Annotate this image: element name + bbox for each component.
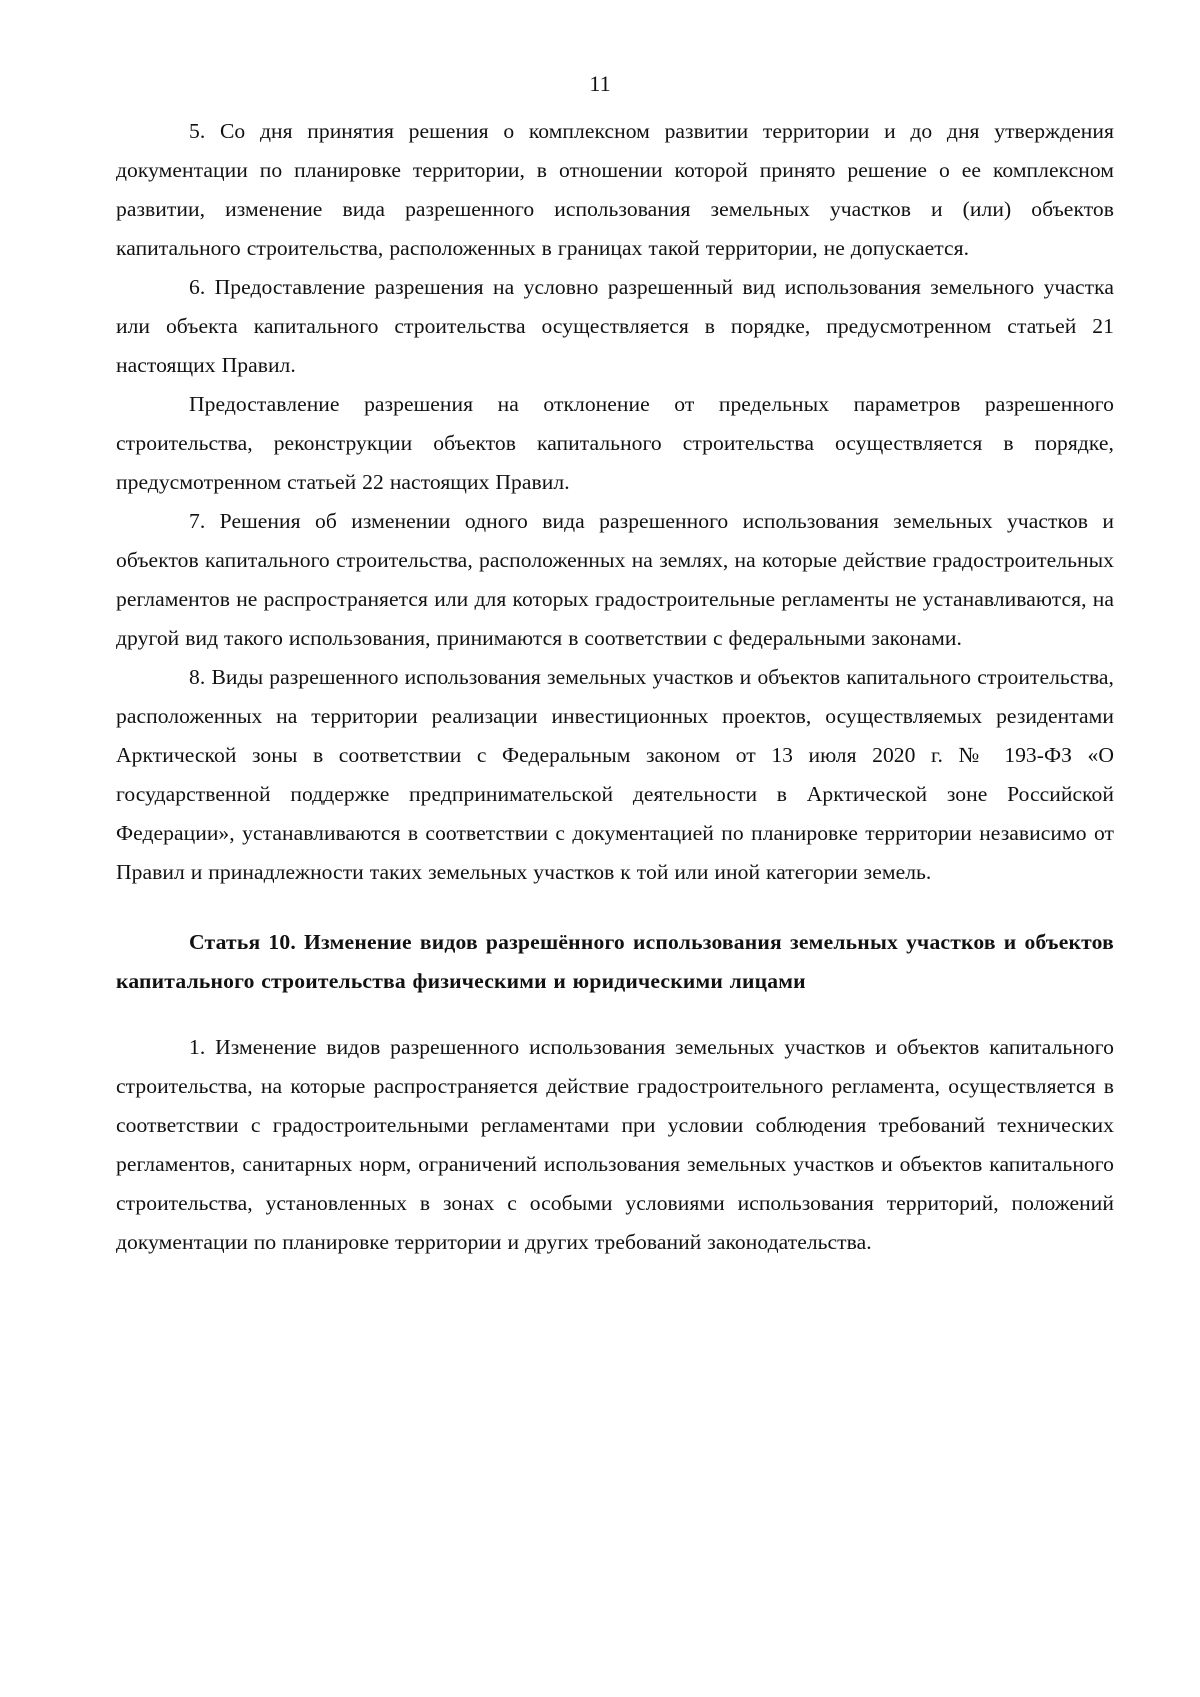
- document-body: [116, 112, 1114, 1262]
- paragraph-item-6: 6. Предоставление разрешения на условно разрешенный вид использования земельного участка или объекта капитального строительства осуществляется в порядке, предусмотренном статьей 21 настоящих Правил.: [116, 275, 1114, 377]
- article-heading: Статья 10. Изменение видов разрешённого использования земельных участков и объектов капитального строительства физическими и юридическими лицами: [116, 930, 1114, 993]
- paragraph-item-7: 7. Решения об изменении одного вида разрешенного использования земельных участков и объектов капитального строительства, расположенных на землях, на которые действие градостроительных регламентов не распространяется или для которых градостроительные регламенты не устанавливаются, на другой вид такого использования, принимаются в соответствии с федеральными законами.: [116, 509, 1114, 650]
- paragraph-item-5: 5. Со дня принятия решения о комплексном развитии территории и до дня утверждения документации по планировке территории, в отношении которой принято решение о ее комплексном развитии, изменение вида разрешенного использования земельных участков и (или) объектов капитального строительства, расположенных в границах такой территории, не допускается.: [116, 119, 1114, 260]
- paragraph-article10-item-1: 1. Изменение видов разрешенного использования земельных участков и объектов капитального строительства, на которые распространяется действие градостроительного регламента, осуществляется в соответствии с градостроительными регламентами при условии соблюдения требований технических регламентов, санитарных норм, ограничений использования земельных участков и объектов капитального строительства, установленных в зонах с особыми условиями использования территорий, положений документации по планировке территории и других требований законодательства.: [116, 1035, 1114, 1254]
- page-number: 11: [589, 71, 611, 96]
- paragraph-item-8: 8. Виды разрешенного использования земельных участков и объектов капитального строительства, расположенных на территории реализации инвестиционных проектов, осуществляемых резидентами Арктической зоны в соответствии с Федеральным законом от 13 июля 2020 г. № 193-ФЗ «О государственной поддержке предпринимательской деятельности в Арктической зоне Российской Федерации», устанавливаются в соответствии с документацией по планировке территории независимо от Правил и принадлежности таких земельных участков к той или иной категории земель.: [116, 665, 1114, 884]
- paragraph-permit-deviation: Предоставление разрешения на отклонение от предельных параметров разрешенного строительства, реконструкции объектов капитального строительства осуществляется в порядке, предусмотренном статьей 22 настоящих Правил.: [116, 392, 1114, 494]
